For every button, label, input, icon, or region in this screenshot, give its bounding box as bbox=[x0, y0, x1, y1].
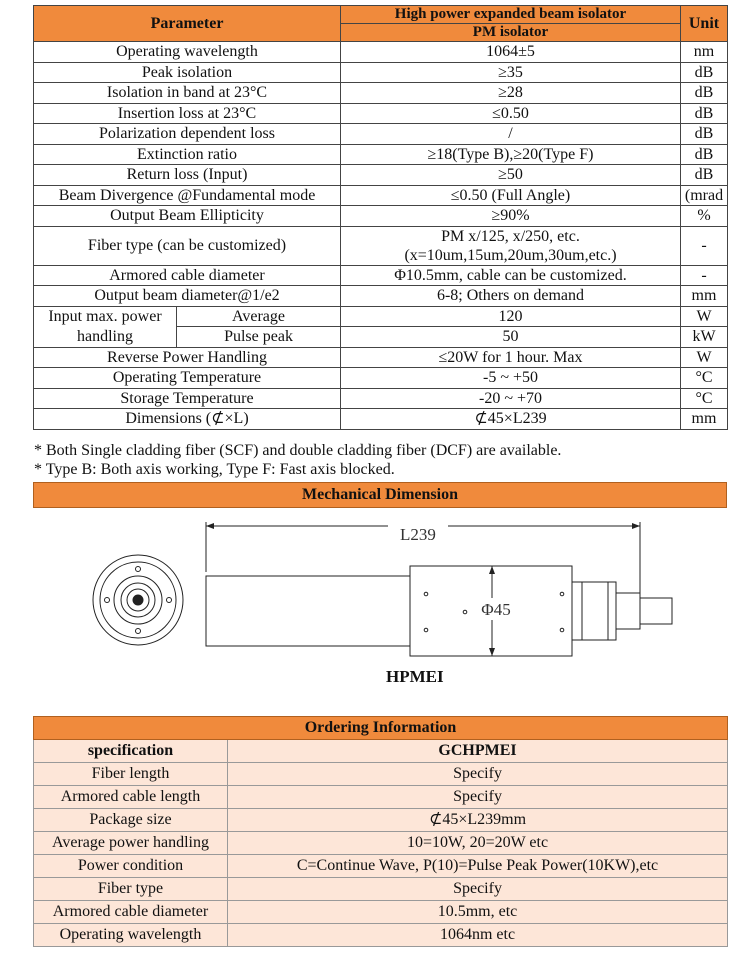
table-row bbox=[34, 185, 728, 206]
value-cell: ⊄45×L239 bbox=[341, 409, 681, 430]
value-cell: ≥50 bbox=[341, 165, 681, 186]
average-label: Average bbox=[177, 306, 341, 327]
order-label: Operating wavelength bbox=[34, 924, 228, 947]
order-label: Armored cable diameter bbox=[34, 901, 228, 924]
header-unit: Unit bbox=[681, 6, 728, 42]
power-handling-label bbox=[34, 306, 177, 347]
housing-screw bbox=[560, 628, 564, 632]
table-row bbox=[34, 901, 728, 924]
table-row bbox=[34, 809, 728, 832]
value-cell: ≤0.50 (Full Angle) bbox=[341, 185, 681, 206]
table-row bbox=[34, 62, 728, 83]
housing-screw bbox=[424, 592, 428, 596]
table-row bbox=[34, 832, 728, 855]
order-value: 10=10W, 20=20W etc bbox=[228, 832, 728, 855]
value-cell: ≥28 bbox=[341, 83, 681, 104]
param-cell: Operating Temperature bbox=[34, 368, 341, 389]
value-cell: ≥18(Type B),≥20(Type F) bbox=[341, 144, 681, 165]
model-label: HPMEI bbox=[386, 667, 444, 686]
value-cell: 1064±5 bbox=[341, 42, 681, 63]
value-cell: -5 ~ +50 bbox=[341, 368, 681, 389]
unit-cell: mm bbox=[681, 409, 728, 430]
housing-screw bbox=[560, 592, 564, 596]
unit-cell: W bbox=[681, 347, 728, 368]
value-cell: ≤20W for 1 hour. Max bbox=[341, 347, 681, 368]
power-label-line: Input max. power bbox=[48, 308, 162, 325]
table-row bbox=[34, 265, 728, 286]
end-view-bolt-hole bbox=[136, 567, 141, 572]
unit-cell: dB bbox=[681, 83, 728, 104]
table-row bbox=[34, 409, 728, 430]
unit-cell: mm bbox=[681, 286, 728, 307]
table-row bbox=[34, 924, 728, 947]
table-row bbox=[34, 226, 728, 265]
table-row bbox=[34, 103, 728, 124]
isolator-output-port bbox=[640, 598, 672, 624]
unit-cell: °C bbox=[681, 368, 728, 389]
param-cell: Armored cable diameter bbox=[34, 265, 341, 286]
param-cell: Fiber type (can be customized) bbox=[34, 226, 341, 265]
param-cell: Output beam diameter@1/e2 bbox=[34, 286, 341, 307]
note-cladding: * Both Single cladding fiber (SCF) and double cladding fiber (DCF) are available. bbox=[34, 442, 562, 459]
end-view-bolt-hole bbox=[136, 629, 141, 634]
value-cell: 6-8; Others on demand bbox=[341, 286, 681, 307]
value-line: PM x/125, x/250, etc. bbox=[441, 227, 580, 245]
unit-cell: - bbox=[681, 265, 728, 286]
order-value: ⊄45×L239mm bbox=[228, 809, 728, 832]
table-row bbox=[34, 786, 728, 809]
order-value: 1064nm etc bbox=[228, 924, 728, 947]
unit-cell: dB bbox=[681, 144, 728, 165]
param-cell: Return loss (Input) bbox=[34, 165, 341, 186]
table-row bbox=[34, 855, 728, 878]
param-cell: Storage Temperature bbox=[34, 388, 341, 409]
order-value: GCHPMEI bbox=[228, 740, 728, 763]
value-line: (x=10um,15um,20um,30um,etc.) bbox=[404, 246, 617, 264]
header-parameter: Parameter bbox=[34, 6, 341, 42]
table-row bbox=[34, 740, 728, 763]
table-row bbox=[34, 165, 728, 186]
ordering-header bbox=[34, 717, 728, 740]
table-row bbox=[34, 878, 728, 901]
unit-cell: (mrad bbox=[681, 185, 728, 206]
unit-cell: kW bbox=[681, 327, 728, 348]
spec-table bbox=[33, 5, 728, 430]
unit-cell: % bbox=[681, 206, 728, 227]
order-label: Average power handling bbox=[34, 832, 228, 855]
param-cell: Isolation in band at 23°C bbox=[34, 83, 341, 104]
param-cell: Beam Divergence @Fundamental mode bbox=[34, 185, 341, 206]
param-cell: Polarization dependent loss bbox=[34, 124, 341, 145]
housing-screw bbox=[463, 610, 467, 614]
unit-cell: dB bbox=[681, 62, 728, 83]
param-cell: Insertion loss at 23°C bbox=[34, 103, 341, 124]
table-row bbox=[34, 42, 728, 63]
isolator-collimator bbox=[572, 582, 616, 640]
power-label-line: handling bbox=[77, 327, 133, 345]
order-value: Specify bbox=[228, 763, 728, 786]
unit-cell: dB bbox=[681, 103, 728, 124]
order-label: Armored cable length bbox=[34, 786, 228, 809]
order-value: Specify bbox=[228, 786, 728, 809]
table-row bbox=[34, 286, 728, 307]
order-label: specification bbox=[34, 740, 228, 763]
end-view-core bbox=[133, 595, 143, 605]
value-cell bbox=[341, 226, 681, 265]
table-row bbox=[34, 124, 728, 145]
table-row bbox=[34, 306, 728, 327]
header-product-line1: High power expanded beam isolator bbox=[341, 6, 681, 24]
param-cell: Extinction ratio bbox=[34, 144, 341, 165]
value-cell: ≥90% bbox=[341, 206, 681, 227]
order-value: C=Continue Wave, P(10)=Pulse Peak Power(10KW),etc bbox=[228, 855, 728, 878]
value-cell: ≤0.50 bbox=[341, 103, 681, 124]
value-cell: -20 ~ +70 bbox=[341, 388, 681, 409]
mechanical-dimension-title: Mechanical Dimension bbox=[33, 482, 727, 508]
unit-cell: - bbox=[681, 226, 728, 265]
order-label: Package size bbox=[34, 809, 228, 832]
table-row bbox=[34, 388, 728, 409]
housing-screw bbox=[424, 628, 428, 632]
note-type: * Type B: Both axis working, Type F: Fast axis blocked. bbox=[34, 461, 395, 478]
length-label: L239 bbox=[400, 525, 436, 544]
order-value: 10.5mm, etc bbox=[228, 901, 728, 924]
unit-cell: °C bbox=[681, 388, 728, 409]
end-view-bolt-hole bbox=[105, 598, 110, 603]
mechanical-drawing bbox=[90, 512, 700, 688]
order-label: Fiber length bbox=[34, 763, 228, 786]
value-cell: 120 bbox=[341, 306, 681, 327]
unit-cell: dB bbox=[681, 165, 728, 186]
dimension-arrow bbox=[489, 566, 495, 574]
param-cell: Operating wavelength bbox=[34, 42, 341, 63]
isolator-tube bbox=[206, 576, 410, 646]
unit-cell: nm bbox=[681, 42, 728, 63]
param-cell: Reverse Power Handling bbox=[34, 347, 341, 368]
dimension-arrow bbox=[489, 648, 495, 656]
order-label: Fiber type bbox=[34, 878, 228, 901]
value-cell: 50 bbox=[341, 327, 681, 348]
table-row bbox=[34, 347, 728, 368]
order-label: Power condition bbox=[34, 855, 228, 878]
value-cell: ≥35 bbox=[341, 62, 681, 83]
table-row bbox=[34, 763, 728, 786]
dimension-arrow bbox=[632, 523, 640, 529]
unit-cell: dB bbox=[681, 124, 728, 145]
table-row bbox=[34, 206, 728, 227]
order-value: Specify bbox=[228, 878, 728, 901]
ordering-title: Ordering Information bbox=[34, 717, 728, 740]
end-view-bolt-hole bbox=[167, 598, 172, 603]
table-row bbox=[34, 368, 728, 389]
header-product-line2: PM isolator bbox=[341, 24, 681, 42]
dimension-arrow bbox=[206, 523, 214, 529]
diameter-label: Φ45 bbox=[481, 600, 511, 619]
table-row bbox=[34, 83, 728, 104]
param-cell: Dimensions (⊄×L) bbox=[34, 409, 341, 430]
isolator-cap bbox=[616, 593, 640, 629]
param-cell: Output Beam Ellipticity bbox=[34, 206, 341, 227]
value-cell: / bbox=[341, 124, 681, 145]
peak-label: Pulse peak bbox=[177, 327, 341, 348]
value-cell: Φ10.5mm, cable can be customized. bbox=[341, 265, 681, 286]
unit-cell: W bbox=[681, 306, 728, 327]
table-row bbox=[34, 144, 728, 165]
ordering-table bbox=[33, 716, 728, 947]
param-cell: Peak isolation bbox=[34, 62, 341, 83]
